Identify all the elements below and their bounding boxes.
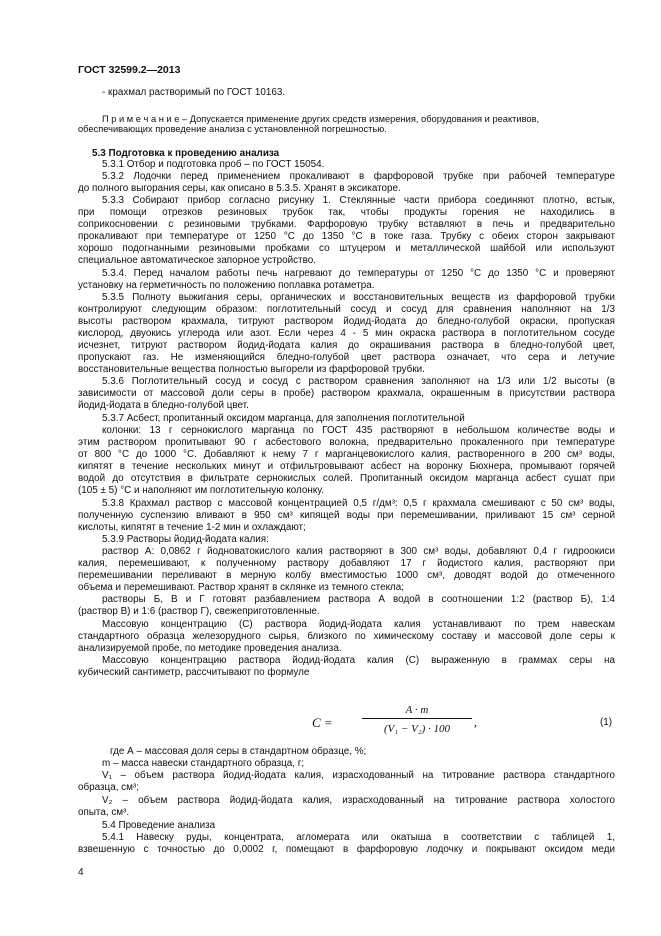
- text-line: 5.3.2 Лодочки перед применением прокаливают в фарфоровой трубке при рабочей температуре: [102, 171, 615, 182]
- text-line: контролируют следующим образом: поглотительный сосуд и сосуд для сравнения наполняют на 1/3: [78, 304, 615, 315]
- text-line: 5.3.1 Отбор и подготовка проб – по ГОСТ 15054.: [102, 159, 325, 170]
- text-line: (105 ± 5) °С и наполняют им поглотительную колонку.: [78, 485, 324, 496]
- text-line: (раствор В) и 1:6 (раствор Г), свежеприготовленные.: [78, 606, 320, 617]
- text-line: 5.3 Подготовка к проведению анализа: [92, 148, 280, 159]
- text-line: перемешивании переливают в мерную колбу вместимостью 1000 см³, доводят водой до отмеченного: [78, 570, 615, 581]
- text-line: при помощи отрезков резиновых трубок так, чтобы продукты горения не находились в: [78, 207, 615, 218]
- text-line: 5.3.6 Поглотительный сосуд и сосуд с раствором сравнения заполняют на 1/3 или 1/2 высоты (в: [102, 376, 615, 387]
- text-line: зависимости от массовой доли серы в пробе) раствором крахмала, окрашенным в присутствии раствора: [78, 388, 615, 399]
- page-number: 4: [78, 867, 84, 878]
- text-line: Массовую концентрацию раствора йодид-йодата калия (С) выраженную в граммах серы на: [102, 655, 615, 666]
- text-line: 5.3.9 Растворы йодид-йодата калия:: [102, 534, 269, 545]
- formula-numerator: A · m: [405, 704, 429, 716]
- text-line: кислород, двуокись углерода или азот. Если через 4 - 5 мин окраска раствора в поглотительном сосуде: [78, 328, 615, 339]
- text-line: опыта, см³.: [78, 807, 130, 818]
- text-line: объема и перемешивают. Раствор хранят в склянке из темного стекла;: [78, 582, 405, 593]
- text-line: обеспечивающих проведение анализа с установленной погрешностью.: [78, 124, 387, 134]
- text-line: анализируемой пробе, по методике проведения анализа.: [78, 643, 342, 654]
- text-line: П р и м е ч а н и е – Допускается применение других средств измерения, оборудования и реактивов,: [102, 114, 540, 124]
- text-line: прокаливают при температуре от 1250 °С до 1350 °С в токе газа. Трубку с обеих сторон закрывают: [78, 231, 615, 242]
- text-line: этим раствором пропитывают 90 г асбестового волокна, предварительно прокаленного при температуре: [78, 437, 615, 448]
- formula-denominator: (V₁ − V₂) · 100: [383, 723, 451, 735]
- text-line: взвешенную с точностью до 0,0002 г, помещают в фарфоровую лодочку и покрывают оксидом меди: [78, 844, 615, 855]
- text-line: колонки: 13 г сернокислого марганца по ГОСТ 435 растворяют в небольшом количестве воды и: [102, 425, 615, 436]
- text-line: раствор А: 0,0862 г йодноватокислого калия растворяют в 300 см³ воды, добавляют 0,4 г гидроокиси: [102, 546, 615, 557]
- text-line: 5.3.7 Асбест, пропитанный оксидом марганца, для заполнения поглотительной: [102, 413, 465, 424]
- text-line: соприкосновении с резиновыми трубками. Фарфоровую трубку вставляют в печь и предварительно: [78, 219, 615, 230]
- text-line: стандартного образца железорудного сырья, близкого по химическому составу и массовой доле серы к: [78, 631, 615, 642]
- formula-number: (1): [600, 717, 613, 728]
- text-line: кислоты, кипятят в течение 1-2 мин и охлаждают;: [78, 522, 306, 533]
- text-line: хорошо подогнанными резиновыми пробками со штуцером и металлической шайбой или используют: [78, 243, 615, 254]
- text-line: установку на герметичность по положению поплавка ротаметра.: [78, 280, 375, 291]
- text-line: растворы Б, В и Г готовят разбавлением раствора А водой в соотношении 1:2 (раствор Б), 1:4: [102, 594, 615, 605]
- text-line: - крахмал растворимый по ГОСТ 10163.: [102, 87, 286, 98]
- text-line: 5.3.3 Собирают прибор согласно рисунку 1. Стеклянные части прибора соединяют плотно, встык,: [102, 195, 615, 206]
- text-line: образца, см³;: [78, 782, 139, 793]
- text-line: V₁ – объем раствора йодид-йодата калия, израсходованный на титрование раствора стандартного: [102, 770, 615, 781]
- text-line: высоты раствором крахмала, титруют раствором йодид-йодата до бледно-голубой окраски, пропуская: [78, 316, 615, 327]
- text-line: 5.3.4. Перед началом работы печь нагревают до температуры от 1250 °С до 1350 °С и проверяют: [102, 268, 615, 279]
- text-line: кубический сантиметр, рассчитывают по формуле: [78, 667, 310, 678]
- text-line: водой до отсутствия в фильтрате сернокислых солей. Пропитанный оксидом марганца асбест сушат при: [78, 473, 615, 484]
- text-line: пропускают газ. Не изменяющийся бледно-голубой цвет раствора означает, что сера и летучие: [78, 352, 615, 363]
- text-line: 5.4 Проведение анализа: [102, 820, 216, 831]
- text-line: восстановительные вещества полностью выгорели из фарфоровой трубки.: [78, 364, 425, 375]
- text-line: V₂ – объем раствора йодид-йодата калия, израсходованный на титрование раствора холостого: [102, 795, 615, 806]
- page-header: ГОСТ 32599.2—2013: [78, 64, 181, 76]
- text-line: калия, перемешивают, к полученному раствору добавляют 17 г йодистого калия, растворяют при: [78, 558, 615, 569]
- text-line: 5.3.8 Крахмал раствор с массовой концентрацией 0,5 г/дм³: 0,5 г крахмала смешивают с 50 см³ воды,: [102, 498, 615, 509]
- text-line: специальное автоматическое запорное устройство.: [78, 255, 316, 266]
- formula-trailing: ,: [474, 715, 477, 729]
- text-line: где А – массовая доля серы в стандартном образце, %;: [110, 746, 367, 757]
- text-line: m – масса навески стандартного образца, г;: [102, 758, 305, 769]
- text-line: 5.3.5 Полноту выжигания серы, органических и восстановительных веществ из фарфоровой трубки: [102, 292, 615, 303]
- text-line: полученную суспензию вливают в 950 см³ кипящей воды при перемешивании, приливают 15 см³ серной: [78, 510, 615, 521]
- text-line: 5.4.1 Навеску руды, концентрата, агломерата или окатыша в соответствии с таблицей 1,: [102, 832, 615, 843]
- text-line: йодид-йодата в бледно-голубой цвет.: [78, 400, 249, 411]
- text-line: кипятят в течение нескольких минут и отфильтровывают асбест на воронку Бюхнера, промывают горячей: [78, 461, 615, 472]
- text-line: от 800 °С до 1000 °С. Добавляют к нему 7 г марганцевокислого калия, растворенного в 200 см³ воды,: [78, 449, 615, 460]
- formula-lhs: C =: [312, 715, 333, 730]
- text-line: до полного выгорания серы, как описано в 5.3.5. Хранят в эксикаторе.: [78, 183, 401, 194]
- text-line: исчезнет, титруют раствором йодид-йодата калия до окрашивания раствора в бледно-голубой цвет,: [78, 340, 615, 351]
- text-line: Массовую концентрацию (С) раствора йодид-йодата калия устанавливают по трем навескам: [102, 619, 615, 630]
- fraction-bar: [362, 718, 472, 719]
